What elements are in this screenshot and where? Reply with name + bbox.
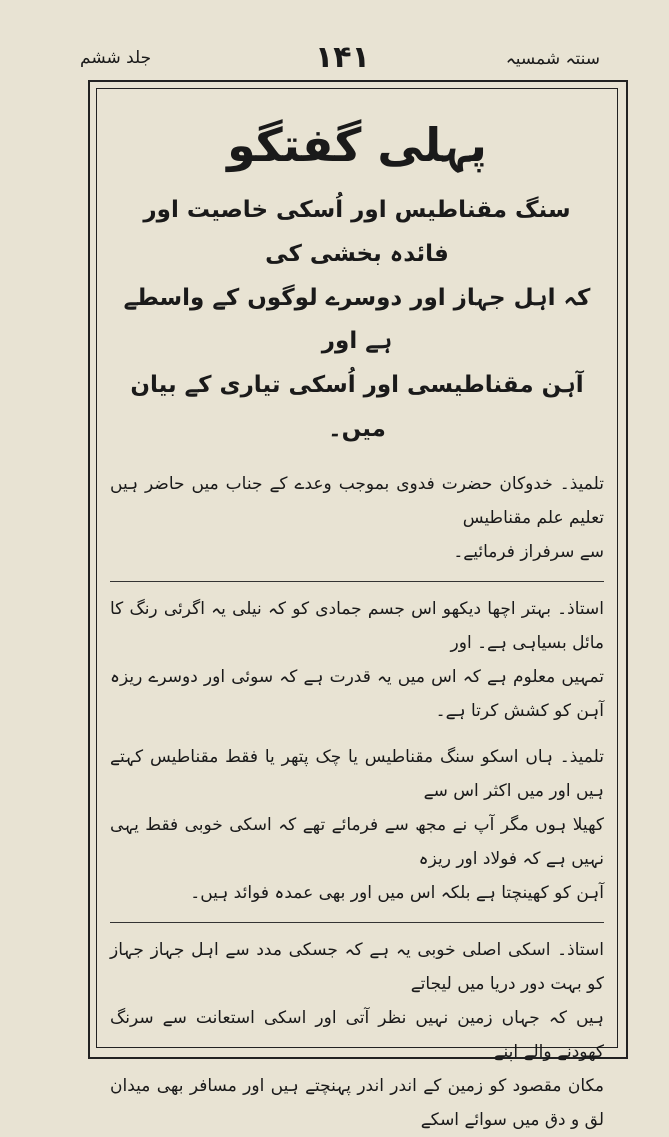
text-line: مکان مقصود کو زمین کے اندر اندر پہنچتے ہیں اور مسافر بھی میدان لق و دق میں سوائے اسکے	[110, 1076, 604, 1131]
subtitle-line: سنگ مقناطیس اور اُسکی خاصیت اور فائدہ بخشی کی	[143, 197, 571, 267]
dialogue-paragraph	[110, 592, 604, 728]
divider	[110, 922, 604, 923]
chapter-title: پہلی گفتگو	[227, 118, 487, 172]
series-label: سنتہ شمسیہ	[505, 49, 600, 69]
text-line: کھیلا ہوں مگر آپ نے مجھ سے فرمائے تھے کہ اسکی خوبی فقط یہی نہیں ہے کہ فولاد اور ریزہ	[110, 815, 604, 870]
text-line: تمہیں معلوم ہے کہ اس میں یہ قدرت ہے کہ سوئی اور دوسرے ریزہ آہن کو کشش کرتا ہے۔	[110, 667, 604, 722]
volume-label: جلد ششم	[80, 48, 152, 68]
page-number: ۱۴۱	[315, 40, 370, 75]
text-line: استاذ۔ اسکی اصلی خوبی یہ ہے کہ جسکی مدد سے اہل جہاز جہاز کو بہت دور دریا میں لیجاتے	[110, 940, 604, 995]
text-line: سے سرفراز فرمائیے۔	[453, 542, 604, 563]
divider	[110, 581, 604, 582]
page-body	[110, 98, 604, 1131]
text-line: تلمیذ۔ خدوکان حضرت فدوی بموجب وعدے کے جناب میں حاضر ہیں تعلیم علم مقناطیس	[110, 474, 604, 529]
dialogue-paragraph	[110, 933, 604, 1137]
text-line: آہن کو کھینچتا ہے بلکہ اس میں اور بھی عمدہ فوائد ہیں۔	[190, 883, 604, 904]
dialogue-paragraph	[110, 740, 604, 910]
chapter-subtitle	[116, 189, 598, 451]
text-line: ہیں کہ جہاں زمین نہیں نظر آتی اور اسکی استعانت سے سرنگ کھودنے والے اپنے	[110, 1008, 604, 1063]
dialogue-paragraph	[110, 467, 604, 569]
page-header	[80, 40, 600, 80]
text-line: استاذ۔ بہتر اچھا دیکھو اس جسم جمادی کو کہ نیلی یہ اگرئی رنگ کا مائل بسیاہی ہے۔ اور	[110, 599, 604, 654]
text-line: تلمیذ۔ ہاں اسکو سنگ مقناطیس یا چک پتھر یا فقط مقناطیس کہتے ہیں اور میں اکثر اس سے	[110, 747, 604, 802]
subtitle-line: کہ اہل جہاز اور دوسرے لوگوں کے واسطے ہے اور	[123, 284, 591, 355]
subtitle-line: آہن مقناطیسی اور اُسکی تیاری کے بیان میں۔	[130, 371, 584, 442]
